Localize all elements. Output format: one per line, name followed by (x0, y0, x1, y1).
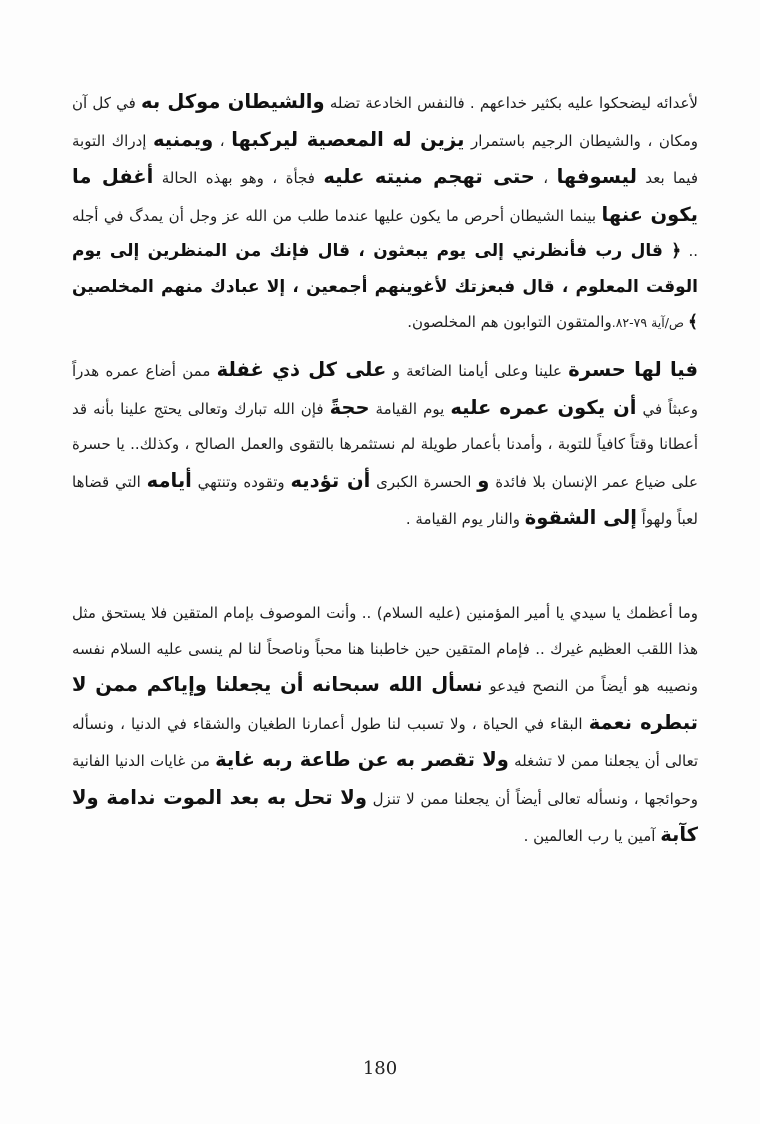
text-segment: ولا تحل به بعد الموت ندامة ولا كآبة (72, 785, 698, 846)
paragraph-1 (72, 84, 698, 341)
text-segment: في كل آن ومكان ، والشيطان الرجيم باستمرار (72, 94, 699, 150)
paragraph-1-text (72, 84, 698, 341)
text-segment: فجأة ، وهو بهذه الحالة (153, 169, 324, 187)
text-segment: على كل ذي غفلة (216, 358, 387, 381)
text-segment: أيامه (146, 468, 192, 492)
paragraph-3-text (72, 596, 698, 855)
text-segment: ، (534, 169, 557, 187)
text-segment: و (477, 468, 490, 492)
text-segment: يزين له المعصية ليركبها (231, 127, 465, 151)
text-segment: إدراك التوبة فيما بعد (72, 131, 698, 187)
text-segment: وتقوده وتنتهي (191, 472, 291, 491)
text-segment: أن تؤديه (290, 468, 371, 492)
text-segment: حتى تهجم منيته عليه (323, 165, 535, 188)
text-segment: ﴿ قال رب فأنظرني إلى يوم يبعثون ، قال فإنك من المنظرين إلى يوم الوقت المعلوم ، قال فبعزتك لأغوينهم أجمعين ، إلا عبادك منهم المخلصين ﴾ (72, 241, 698, 332)
text-segment: فإن الله تبارك وتعالى يحتج علينا بأنه قد أعطانا وقتاً كافياً للتوبة ، وأمدنا بأعمار طويلة لم نستثمرها بالتقوى والعمل الصالح ، وكذلك.. يا حسرة على ضياع عمر الإنسان بلا فائدة (72, 399, 698, 491)
text-segment: لأعدائه ليضحكوا عليه بكثير خداعهم . فالنفس الخادعة تضله (324, 94, 698, 112)
text-segment: الحسرة الكبرى (370, 472, 478, 491)
text-segment: ممن أضاع عمره هدراً وعبثاً في (72, 362, 698, 418)
text-segment: يوم القيامة (369, 399, 451, 418)
text-segment: بينما الشيطان أحرص ما يكون عليها عندما طلب من الله عز وجل أن يمدگ في أجله .. (72, 206, 698, 260)
text-segment: علينا وعلى أيامنا الضائعة و (386, 362, 569, 380)
text-segment: والنار يوم القيامة . (405, 510, 525, 528)
page-number: 180 (362, 1058, 398, 1079)
text-segment: ويمنيه (152, 127, 214, 151)
text-segment: ليسوفها (556, 165, 637, 188)
text-segment: ، (213, 131, 232, 150)
text-segment: وما أعظمك يا سيدي يا أمير المؤمنين (عليه السلام) .. وأنت الموصوف بإمام المتقين فلا يستحق مثل هذا اللقب العظيم غيرك .. فإمام المتقين حين خاطبنا هنا محباً وناصحاً لنا لم ينسى عليه السلام نفسه ونصيبه هو أيضاً من النصح فيدعو (72, 604, 698, 695)
text-segment: إلى الشقوة (524, 506, 637, 529)
text-segment: والمتقون التوابون هم المخلصون. (407, 313, 612, 331)
text-segment: حجةً (329, 395, 370, 419)
text-segment: أن يكون عمره عليه (450, 395, 637, 419)
text-segment: أغفل ما يكون عنها (72, 165, 698, 226)
text-segment: ولا تقصر به عن طاعة ربه غاية (215, 748, 509, 771)
text-segment: والشيطان موكل به (141, 90, 325, 113)
paragraph-3 (72, 596, 698, 855)
text-segment: من غايات الدنيا الفانية وحوائجها ، ونسأله تعالى أيضاً أن يجعلنا ممن لا تنزل (72, 752, 698, 808)
text-segment: نسأل الله سبحانه أن يجعلنا وإياكم ممن لا تبطره نعمة (72, 673, 698, 734)
text-segment: آمين يا رب العالمين . (523, 827, 661, 845)
paragraph-2-text (72, 352, 698, 538)
text-segment: فيا لها حسرة (568, 358, 699, 381)
text-segment: التي قضاها لعباً ولهواً (72, 472, 698, 528)
text-segment: ص/آية ٧٩-٨٢. (611, 315, 689, 330)
paragraph-2 (72, 352, 698, 538)
text-segment: البقاء في الحياة ، ولا تسبب لنا طول أعمارنا الطغيان والشقاء في الدنيا ، ونسأله تعالى أن يجعلنا ممن لا تشغله (72, 714, 699, 770)
